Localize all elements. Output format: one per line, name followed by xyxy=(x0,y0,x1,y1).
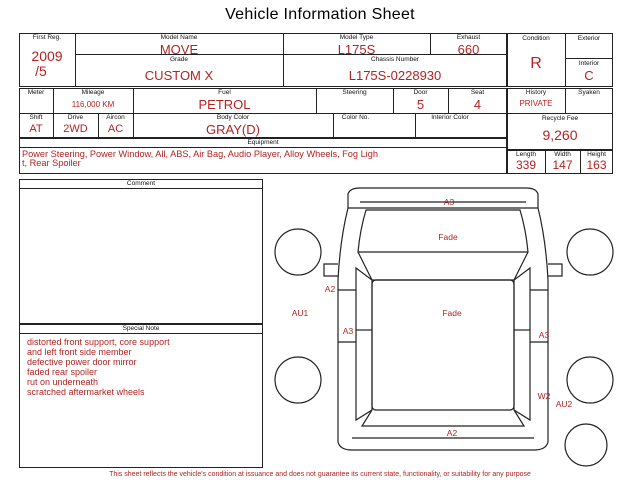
right-mirror xyxy=(548,264,562,276)
left-mirror xyxy=(324,264,338,276)
fuel-value: PETROL xyxy=(198,97,251,112)
rear-window xyxy=(362,410,524,426)
damage-hood: Fade xyxy=(438,232,458,242)
width-label: Width xyxy=(554,151,571,158)
damage-right-side: A3 xyxy=(538,330,550,340)
special-note-item: rut on underneath xyxy=(27,377,99,387)
damage-left-side: A3 xyxy=(342,326,354,336)
damage-roof: Fade xyxy=(442,308,462,318)
interior-color-label: Interior Color xyxy=(431,114,469,121)
chassis-value: L175S-0228930 xyxy=(348,68,442,83)
history-label: History xyxy=(525,89,547,96)
fuel-label: Fuel xyxy=(218,89,231,96)
rear-bumper xyxy=(338,430,548,450)
history-value: PRIVATE xyxy=(519,99,553,108)
left-side-windows xyxy=(356,268,372,420)
interior-value: C xyxy=(584,68,594,83)
windshield xyxy=(358,252,528,280)
drive-label: Drive xyxy=(67,114,84,121)
exterior-label: Exterior xyxy=(577,35,601,42)
damage-rear: A2 xyxy=(446,428,458,438)
height-value: 163 xyxy=(586,158,607,172)
damage-front: A3 xyxy=(443,197,455,207)
body-color-value: GRAY(D) xyxy=(206,122,260,137)
special-notes-list xyxy=(27,337,170,397)
comment-label: Comment xyxy=(126,180,156,187)
equipment-line-1: Power Steering, Power Window, All, ABS, Air Bag, Audio Player, Alloy Wheels, Fog Ligh xyxy=(22,149,378,159)
grade-value: CUSTOM X xyxy=(144,68,214,83)
grade-label: Grade xyxy=(169,56,189,63)
model-type-value: L175S xyxy=(337,42,376,57)
interior-label: Interior xyxy=(578,60,600,67)
exhaust-label: Exhaust xyxy=(456,34,481,41)
first-reg-label: First Reg. xyxy=(32,34,62,41)
model-name-value: MOVE xyxy=(159,42,199,57)
chassis-label: Chassis Number xyxy=(370,56,420,63)
damage-left-fender: A2 xyxy=(324,284,336,294)
drive-value: 2WD xyxy=(63,123,88,135)
meter-label: Meter xyxy=(27,89,45,96)
front-right-wheel xyxy=(567,229,613,275)
model-name-label: Model Name xyxy=(160,34,198,41)
first-reg-month: /5 xyxy=(35,63,47,79)
model-type-label: Model Type xyxy=(339,34,374,41)
condition-label: Condition xyxy=(522,35,550,42)
comment-block xyxy=(19,179,263,324)
damage-left-door: AU1 xyxy=(291,308,309,318)
seat-value: 4 xyxy=(473,97,482,112)
door-value: 5 xyxy=(416,97,425,112)
left-body-side xyxy=(338,208,348,430)
sheet-title: Vehicle Information Sheet xyxy=(225,6,415,23)
hood-outline xyxy=(358,210,528,252)
recycle-fee-label: Recycle Fee xyxy=(541,115,579,122)
rear-right-wheel xyxy=(567,357,613,403)
equipment-line-2: t, Rear Spoiler xyxy=(22,158,81,168)
door-label: Door xyxy=(413,89,428,96)
special-note-item: distorted front support, core support xyxy=(27,337,170,347)
aircon-label: Aircon xyxy=(106,114,125,121)
width-value: 147 xyxy=(552,158,573,172)
spare-wheel xyxy=(565,424,607,466)
aircon-value: AC xyxy=(107,123,124,135)
car-damage-diagram xyxy=(268,180,618,470)
special-note-item: defective power door mirror xyxy=(27,357,137,367)
mileage-value: 116,000 KM xyxy=(71,100,115,109)
roof-outline xyxy=(372,280,514,410)
shift-label: Shift xyxy=(29,114,43,121)
length-value: 339 xyxy=(515,158,537,172)
first-reg-year: 2009 xyxy=(31,48,63,64)
height-label: Height xyxy=(587,151,606,158)
rear-left-wheel xyxy=(275,357,321,403)
color-no-label: Color No. xyxy=(341,114,370,121)
seat-label: Seat xyxy=(470,89,485,96)
shift-value: AT xyxy=(29,123,43,135)
length-label: Length xyxy=(516,151,536,158)
condition-value: R xyxy=(530,55,542,72)
right-side-windows xyxy=(514,268,530,420)
special-note-label: Special Note xyxy=(122,325,160,332)
damage-right-rear-1: W2 xyxy=(537,391,551,401)
front-left-wheel xyxy=(275,229,321,275)
exhaust-value: 660 xyxy=(457,42,480,57)
syaken-label: Syaken xyxy=(578,89,600,96)
special-note-item: scratched aftermarket wheels xyxy=(27,387,145,397)
damage-right-rear-2: AU2 xyxy=(555,399,573,409)
footer-disclaimer: This sheet reflects the vehicle's condition at issuance and does not guarantee its current state, functionality, or suitability for any purpose xyxy=(109,471,531,478)
special-note-item: and left front side member xyxy=(27,347,132,357)
body-color-label: Body Color xyxy=(216,114,250,121)
mileage-label: Mileage xyxy=(81,89,105,96)
recycle-fee-value: 9,260 xyxy=(542,127,578,143)
equipment-label: Equipment xyxy=(247,139,279,146)
special-note-item: faded rear spoiler xyxy=(27,367,98,377)
steering-label: Steering xyxy=(342,89,367,96)
